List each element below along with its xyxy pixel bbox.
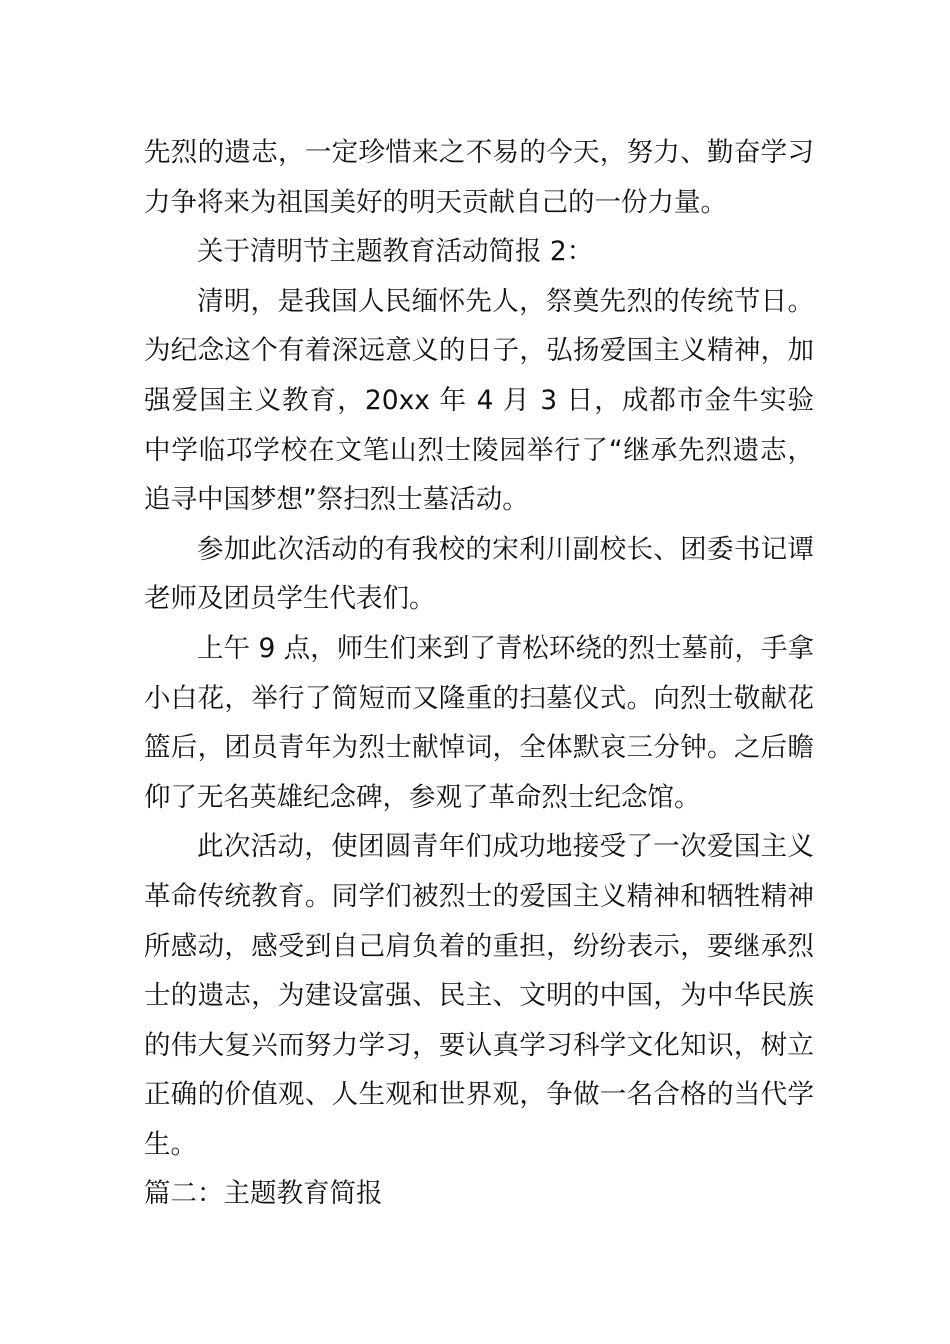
paragraph-conclusion: 此次活动，使团圆青年们成功地接受了一次爱国主义革命传统教育。同学们被烈士的爱国主义精神和牺牲精神所感动，感受到自己肩负着的重担，纷纷表示，要继承烈士的遗志，为建设富强、民主、文明的中国，为中华民族的伟大复兴而努力学习，要认真学习科学文化知识，树立正确的价值观、人生观和世界观，争做一名合格的当代学生。: [144, 831, 814, 1160]
paragraph-qingming-intro: 清明，是我国人民缅怀先人，祭奠先烈的传统节日。为纪念这个有着深远意义的日子，弘扬爱国主义精神，加强爱国主义教育，20xx 年 4 月 3 日，成都市金牛实验中学临邛学校在文笔山烈士陵园举行了“继承先烈遗志，追寻中国梦想”祭扫烈士墓活动。: [144, 285, 814, 516]
paragraph-continuation: 先烈的遗志，一定珍惜来之不易的今天，努力、勤奋学习力争将来为祖国美好的明天贡献自己的一份力量。: [144, 137, 814, 218]
paragraph-ceremony: 上午 9 点，师生们来到了青松环绕的烈士墓前，手拿小白花，举行了简短而又隆重的扫墓仪式。向烈士敬献花篮后，团员青年为烈士献悼词，全体默哀三分钟。之后瞻仰了无名英雄纪念碑，参观了革命烈士纪念馆。: [144, 632, 814, 813]
paragraph-report-title: 关于清明节主题教育活动简报 2：: [197, 236, 594, 268]
section-heading: 篇二：主题教育简报: [144, 1178, 383, 1210]
paragraph-participants: 参加此次活动的有我校的宋利川副校长、团委书记谭老师及团员学生代表们。: [144, 533, 814, 615]
document-page: [144, 128, 814, 1219]
